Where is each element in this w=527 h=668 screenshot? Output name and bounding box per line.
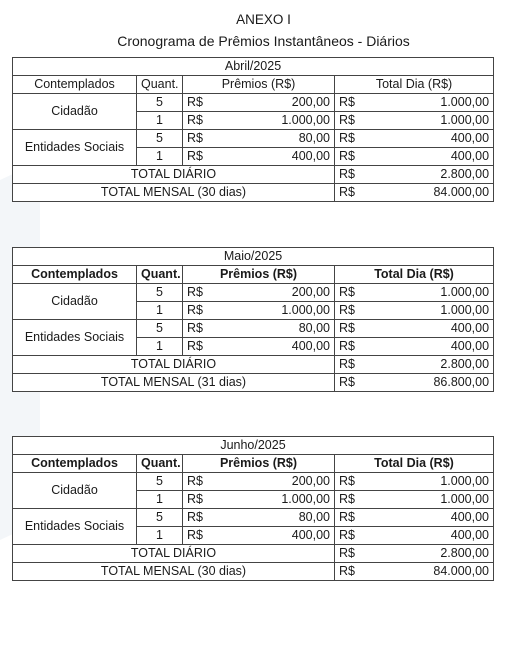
currency-label: R$ bbox=[183, 112, 221, 130]
header-total-dia: Total Dia (R$) bbox=[335, 455, 494, 473]
currency-label: R$ bbox=[335, 545, 375, 563]
total-diario-value: 2.800,00 bbox=[375, 545, 494, 563]
quant-cell: 1 bbox=[137, 302, 183, 320]
header-premios: Prêmios (R$) bbox=[183, 76, 335, 94]
total-mensal-label: TOTAL MENSAL (30 dias) bbox=[13, 184, 335, 202]
total-mensal-value: 86.800,00 bbox=[375, 374, 494, 392]
header-total-dia: Total Dia (R$) bbox=[335, 76, 494, 94]
currency-label: R$ bbox=[335, 94, 375, 112]
currency-label: R$ bbox=[335, 509, 375, 527]
category-cidadao: Cidadão bbox=[13, 94, 137, 130]
quant-cell: 5 bbox=[137, 320, 183, 338]
table-row bbox=[13, 94, 494, 112]
total-diario-value: 2.800,00 bbox=[375, 356, 494, 374]
annex-heading: ANEXO I bbox=[236, 12, 291, 27]
header-contemplados: Contemplados bbox=[13, 76, 137, 94]
currency-label: R$ bbox=[335, 338, 375, 356]
table-row bbox=[13, 130, 494, 148]
currency-label: R$ bbox=[335, 491, 375, 509]
currency-label: R$ bbox=[335, 320, 375, 338]
total-mensal-label: TOTAL MENSAL (30 dias) bbox=[13, 563, 335, 581]
currency-label: R$ bbox=[183, 94, 221, 112]
page-title: Cronograma de Prêmios Instantâneos - Diários bbox=[117, 33, 410, 49]
premio-value: 400,00 bbox=[221, 148, 335, 166]
month-title: Abril/2025 bbox=[13, 58, 494, 76]
currency-label: R$ bbox=[183, 509, 221, 527]
category-entidades: Entidades Sociais bbox=[13, 130, 137, 166]
total-value: 1.000,00 bbox=[375, 94, 494, 112]
premio-value: 80,00 bbox=[221, 130, 335, 148]
currency-label: R$ bbox=[335, 356, 375, 374]
currency-label: R$ bbox=[335, 112, 375, 130]
quant-cell: 5 bbox=[137, 284, 183, 302]
total-diario-label: TOTAL DIÁRIO bbox=[13, 166, 335, 184]
premio-value: 400,00 bbox=[221, 527, 335, 545]
currency-label: R$ bbox=[335, 284, 375, 302]
premio-value: 80,00 bbox=[221, 509, 335, 527]
header-total-dia: Total Dia (R$) bbox=[335, 266, 494, 284]
currency-label: R$ bbox=[335, 527, 375, 545]
table-row bbox=[13, 320, 494, 338]
header-quant: Quant. bbox=[137, 455, 183, 473]
table-row bbox=[13, 284, 494, 302]
schedule-table bbox=[12, 247, 494, 392]
currency-label: R$ bbox=[183, 473, 221, 491]
currency-label: R$ bbox=[183, 491, 221, 509]
total-mensal-label: TOTAL MENSAL (31 dias) bbox=[13, 374, 335, 392]
total-diario-label: TOTAL DIÁRIO bbox=[13, 545, 335, 563]
quant-cell: 5 bbox=[137, 130, 183, 148]
currency-label: R$ bbox=[335, 374, 375, 392]
premio-value: 80,00 bbox=[221, 320, 335, 338]
quant-cell: 5 bbox=[137, 473, 183, 491]
premio-value: 1.000,00 bbox=[221, 491, 335, 509]
header-contemplados: Contemplados bbox=[13, 266, 137, 284]
header-premios: Prêmios (R$) bbox=[183, 266, 335, 284]
quant-cell: 5 bbox=[137, 509, 183, 527]
currency-label: R$ bbox=[335, 473, 375, 491]
currency-label: R$ bbox=[183, 130, 221, 148]
quant-cell: 1 bbox=[137, 112, 183, 130]
total-value: 1.000,00 bbox=[375, 284, 494, 302]
premio-value: 200,00 bbox=[221, 284, 335, 302]
premio-value: 400,00 bbox=[221, 338, 335, 356]
quant-cell: 1 bbox=[137, 491, 183, 509]
currency-label: R$ bbox=[183, 338, 221, 356]
total-value: 1.000,00 bbox=[375, 473, 494, 491]
total-value: 400,00 bbox=[375, 338, 494, 356]
header-premios: Prêmios (R$) bbox=[183, 455, 335, 473]
currency-label: R$ bbox=[183, 284, 221, 302]
currency-label: R$ bbox=[335, 130, 375, 148]
currency-label: R$ bbox=[183, 302, 221, 320]
quant-cell: 5 bbox=[137, 94, 183, 112]
currency-label: R$ bbox=[183, 320, 221, 338]
total-value: 400,00 bbox=[375, 148, 494, 166]
table-row bbox=[13, 509, 494, 527]
total-value: 400,00 bbox=[375, 130, 494, 148]
premio-value: 200,00 bbox=[221, 94, 335, 112]
currency-label: R$ bbox=[183, 148, 221, 166]
header-contemplados: Contemplados bbox=[13, 455, 137, 473]
total-value: 400,00 bbox=[375, 509, 494, 527]
quant-cell: 1 bbox=[137, 338, 183, 356]
total-value: 1.000,00 bbox=[375, 491, 494, 509]
total-mensal-value: 84.000,00 bbox=[375, 184, 494, 202]
currency-label: R$ bbox=[183, 527, 221, 545]
schedule-table bbox=[12, 436, 494, 581]
category-cidadao: Cidadão bbox=[13, 284, 137, 320]
currency-label: R$ bbox=[335, 302, 375, 320]
premio-value: 1.000,00 bbox=[221, 112, 335, 130]
month-title: Junho/2025 bbox=[13, 437, 494, 455]
currency-label: R$ bbox=[335, 148, 375, 166]
month-title: Maio/2025 bbox=[13, 248, 494, 266]
table-row bbox=[13, 473, 494, 491]
total-value: 400,00 bbox=[375, 320, 494, 338]
currency-label: R$ bbox=[335, 563, 375, 581]
header-quant: Quant. bbox=[137, 266, 183, 284]
total-diario-value: 2.800,00 bbox=[375, 166, 494, 184]
schedule-table bbox=[12, 57, 494, 202]
currency-label: R$ bbox=[335, 166, 375, 184]
category-cidadao: Cidadão bbox=[13, 473, 137, 509]
quant-cell: 1 bbox=[137, 527, 183, 545]
category-entidades: Entidades Sociais bbox=[13, 320, 137, 356]
premio-value: 200,00 bbox=[221, 473, 335, 491]
premio-value: 1.000,00 bbox=[221, 302, 335, 320]
category-entidades: Entidades Sociais bbox=[13, 509, 137, 545]
total-mensal-value: 84.000,00 bbox=[375, 563, 494, 581]
total-diario-label: TOTAL DIÁRIO bbox=[13, 356, 335, 374]
header-quant: Quant. bbox=[137, 76, 183, 94]
total-value: 1.000,00 bbox=[375, 112, 494, 130]
quant-cell: 1 bbox=[137, 148, 183, 166]
currency-label: R$ bbox=[335, 184, 375, 202]
total-value: 1.000,00 bbox=[375, 302, 494, 320]
total-value: 400,00 bbox=[375, 527, 494, 545]
